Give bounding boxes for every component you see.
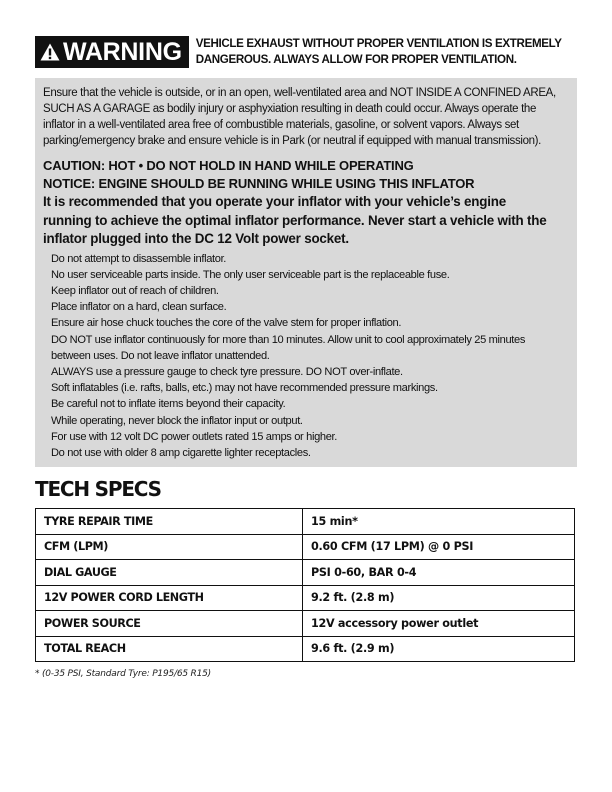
safety-rules — [43, 251, 569, 462]
warning-line: VEHICLE EXHAUST WITHOUT PROPER VENTILATION IS EXTREMELY — [195, 37, 562, 50]
caution-block — [43, 157, 569, 193]
spec-value: 9.6 ft. (2.9 m) — [303, 636, 575, 662]
intro-line: parking/emergency brake and ensure vehicle is in Park (or neutral if equipped with manual transmission). — [43, 135, 541, 147]
table-row — [36, 636, 575, 662]
warning-triangle-icon — [40, 43, 60, 61]
notice-text: NOTICE: ENGINE SHOULD BE RUNNING WHILE USING THIS INFLATOR — [43, 176, 475, 191]
spec-value: 9.2 ft. (2.8 m) — [303, 585, 575, 611]
recommendation-line: running to achieve the optimal inflator performance. Never start a vehicle with the — [43, 212, 547, 228]
table-row — [36, 534, 575, 560]
caution-text: CAUTION: HOT • DO NOT HOLD IN HAND WHILE OPERATING — [43, 158, 414, 173]
spec-value: 12V accessory power outlet — [303, 611, 575, 637]
table-row — [36, 509, 575, 535]
spec-label: TYRE REPAIR TIME — [36, 509, 303, 535]
table-row — [36, 611, 575, 637]
rule-item: Ensure air hose chuck touches the core of the valve stem for proper inflation. — [51, 317, 402, 330]
rule-item: No user serviceable parts inside. The only user serviceable part is the replaceable fuse. — [51, 268, 450, 281]
warning-badge-label: WARNING — [63, 37, 182, 66]
spec-label: POWER SOURCE — [36, 611, 303, 637]
warning-header — [35, 36, 577, 68]
intro-line: inflator in a well-ventilated area free of combustible materials, gasoline, or solvent vapors. Always set — [43, 119, 519, 131]
spec-value: 15 min* — [303, 509, 575, 535]
safety-box — [35, 78, 577, 467]
safety-intro — [43, 85, 569, 149]
page — [35, 36, 577, 679]
rule-item: DO NOT use inflator continuously for more than 10 minutes. Allow unit to cool approximately 25 minutes — [51, 333, 526, 346]
spec-label: TOTAL REACH — [36, 636, 303, 662]
rule-item: Do not use with older 8 amp cigarette lighter receptacles. — [51, 446, 311, 459]
warning-line: DANGEROUS. ALWAYS ALLOW FOR PROPER VENTILATION. — [195, 53, 517, 66]
table-row — [36, 560, 575, 586]
recommendation — [43, 193, 569, 249]
spec-label: CFM (LPM) — [36, 534, 303, 560]
rule-item: Soft inflatables (i.e. rafts, balls, etc.) may not have recommended pressure markings. — [51, 382, 438, 395]
rule-item: ALWAYS use a pressure gauge to check tyre pressure. DO NOT over-inflate. — [51, 365, 403, 378]
recommendation-line: It is recommended that you operate your inflator with your vehicle’s engine — [43, 194, 506, 209]
warning-badge — [35, 36, 189, 68]
rule-item: Do not attempt to disassemble inflator. — [51, 252, 227, 265]
spec-value: 0.60 CFM (17 LPM) @ 0 PSI — [303, 534, 575, 560]
warning-text — [196, 36, 562, 68]
spec-value: PSI 0-60, BAR 0-4 — [303, 560, 575, 586]
intro-line: SUCH AS A GARAGE as bodily injury or asphyxiation resulting in death could occur. Always operate the — [43, 103, 537, 115]
tech-specs-title: TECH SPECS — [35, 477, 161, 502]
rule-item: Place inflator on a hard, clean surface. — [51, 301, 227, 314]
tech-specs-table — [35, 508, 575, 662]
table-row — [36, 585, 575, 611]
spec-label: 12V POWER CORD LENGTH — [36, 585, 303, 611]
rule-item: While operating, never block the inflator input or output. — [51, 414, 303, 427]
spec-label: DIAL GAUGE — [36, 560, 303, 586]
rule-item: between uses. Do not leave inflator unattended. — [51, 349, 270, 362]
recommendation-line: inflator plugged into the DC 12 Volt power socket. — [43, 231, 349, 246]
rule-item: Be careful not to inflate items beyond their capacity. — [51, 398, 286, 411]
rule-item: Keep inflator out of reach of children. — [51, 284, 219, 297]
intro-line: Ensure that the vehicle is outside, or in an open, well-ventilated area and NOT INSIDE A CONFINED AREA, — [43, 87, 556, 99]
specs-footnote: * (0-35 PSI, Standard Tyre: P195/65 R15) — [35, 669, 211, 680]
rule-item: For use with 12 volt DC power outlets rated 15 amps or higher. — [51, 430, 337, 443]
